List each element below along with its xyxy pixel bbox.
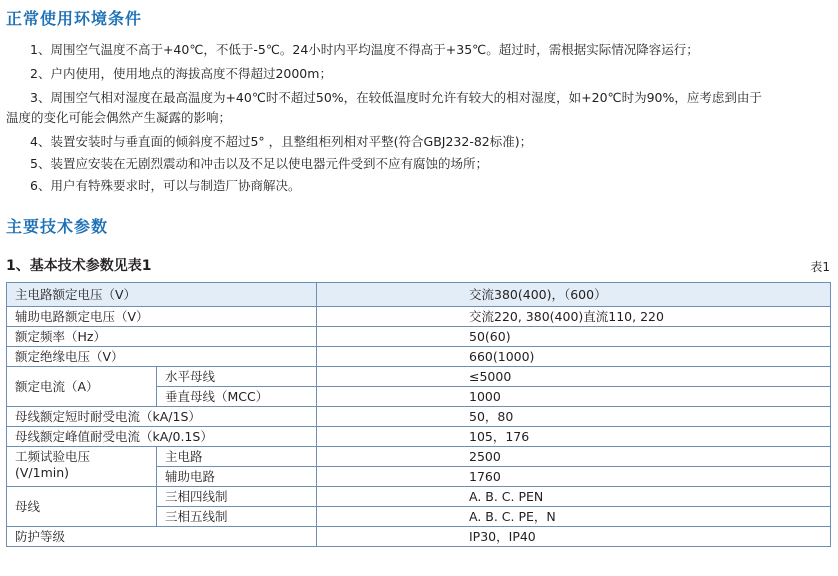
group-label-line: (V/1min) (15, 465, 70, 480)
sub-label: 辅助电路 (157, 467, 317, 487)
row-label: 额定频率（Hz） (7, 327, 317, 347)
table-row (7, 527, 831, 547)
sub-label: 三相五线制 (157, 507, 317, 527)
row-label: 母线额定峰值耐受电流（kA/0.1S） (7, 427, 317, 447)
sub-label: 垂直母线（MCC） (157, 387, 317, 407)
table-row (7, 427, 831, 447)
row-label: 额定绝缘电压（V） (7, 347, 317, 367)
table-row (7, 327, 831, 347)
row-value: ≤5000 (317, 367, 831, 387)
condition-item-3: 3、周围空气相对湿度在最高温度为+40℃时不超过50%，在较低温度时允许有较大的相对湿度，如+20℃时为90%，应考虑到由于 (30, 90, 762, 105)
group-label (7, 447, 157, 487)
condition-item-5: 5、装置应安装在无剧烈震动和冲击以及不足以使电器元件受到不应有腐蚀的场所； (30, 156, 488, 171)
group-label-line: 工频试验电压 (15, 449, 91, 464)
row-value: 105，176 (317, 427, 831, 447)
row-value: 660(1000) (317, 347, 831, 367)
row-value: 交流220, 380(400)直流110, 220 (317, 307, 831, 327)
table-row (7, 283, 831, 307)
row-label: 防护等级 (7, 527, 317, 547)
sub-label: 水平母线 (157, 367, 317, 387)
row-value: 1760 (317, 467, 831, 487)
table-row (7, 347, 831, 367)
group-label: 母线 (7, 487, 157, 527)
condition-item-4: 4、装置安装时与垂直面的倾斜度不超过5° ，且整组柜列相对平整(符合GBJ232-82标准)； (30, 134, 533, 149)
row-label: 主电路额定电压（V） (7, 283, 317, 307)
section-title-tech-params: 主要技术参数 (6, 217, 109, 236)
table-row (7, 487, 831, 507)
spec-table (6, 282, 831, 547)
row-value: 2500 (317, 447, 831, 467)
sub-label: 三相四线制 (157, 487, 317, 507)
condition-item-3-continued: 温度的变化可能会偶然产生凝露的影响； (6, 110, 232, 125)
section-title-environment: 正常使用环境条件 (6, 9, 143, 28)
row-value: 1000 (317, 387, 831, 407)
group-label: 额定电流（A） (7, 367, 157, 407)
row-value: IP30，IP40 (317, 527, 831, 547)
row-value: 交流380(400)，（600） (317, 283, 831, 307)
table-row (7, 447, 831, 467)
row-value: A. B. C. PE，N (317, 507, 831, 527)
sub-label: 主电路 (157, 447, 317, 467)
condition-item-2: 2、户内使用，使用地点的海拔高度不得超过2000m； (30, 66, 332, 81)
row-value: A. B. C. PEN (317, 487, 831, 507)
row-label: 母线额定短时耐受电流（kA/1S） (7, 407, 317, 427)
table-row (7, 367, 831, 387)
condition-item-1: 1、周围空气温度不高于+40℃，不低于-5℃。24小时内平均温度不得高于+35℃。超过时，需根据实际情况降容运行； (30, 42, 699, 57)
table-row (7, 307, 831, 327)
row-value: 50，80 (317, 407, 831, 427)
condition-item-6: 6、用户有特殊要求时，可以与制造厂协商解决。 (30, 178, 301, 193)
row-value: 50(60) (317, 327, 831, 347)
table-row (7, 407, 831, 427)
subsection-title: 1、基本技术参数见表1 (6, 258, 152, 274)
row-label: 辅助电路额定电压（V） (7, 307, 317, 327)
table-label: 表1 (810, 260, 830, 274)
